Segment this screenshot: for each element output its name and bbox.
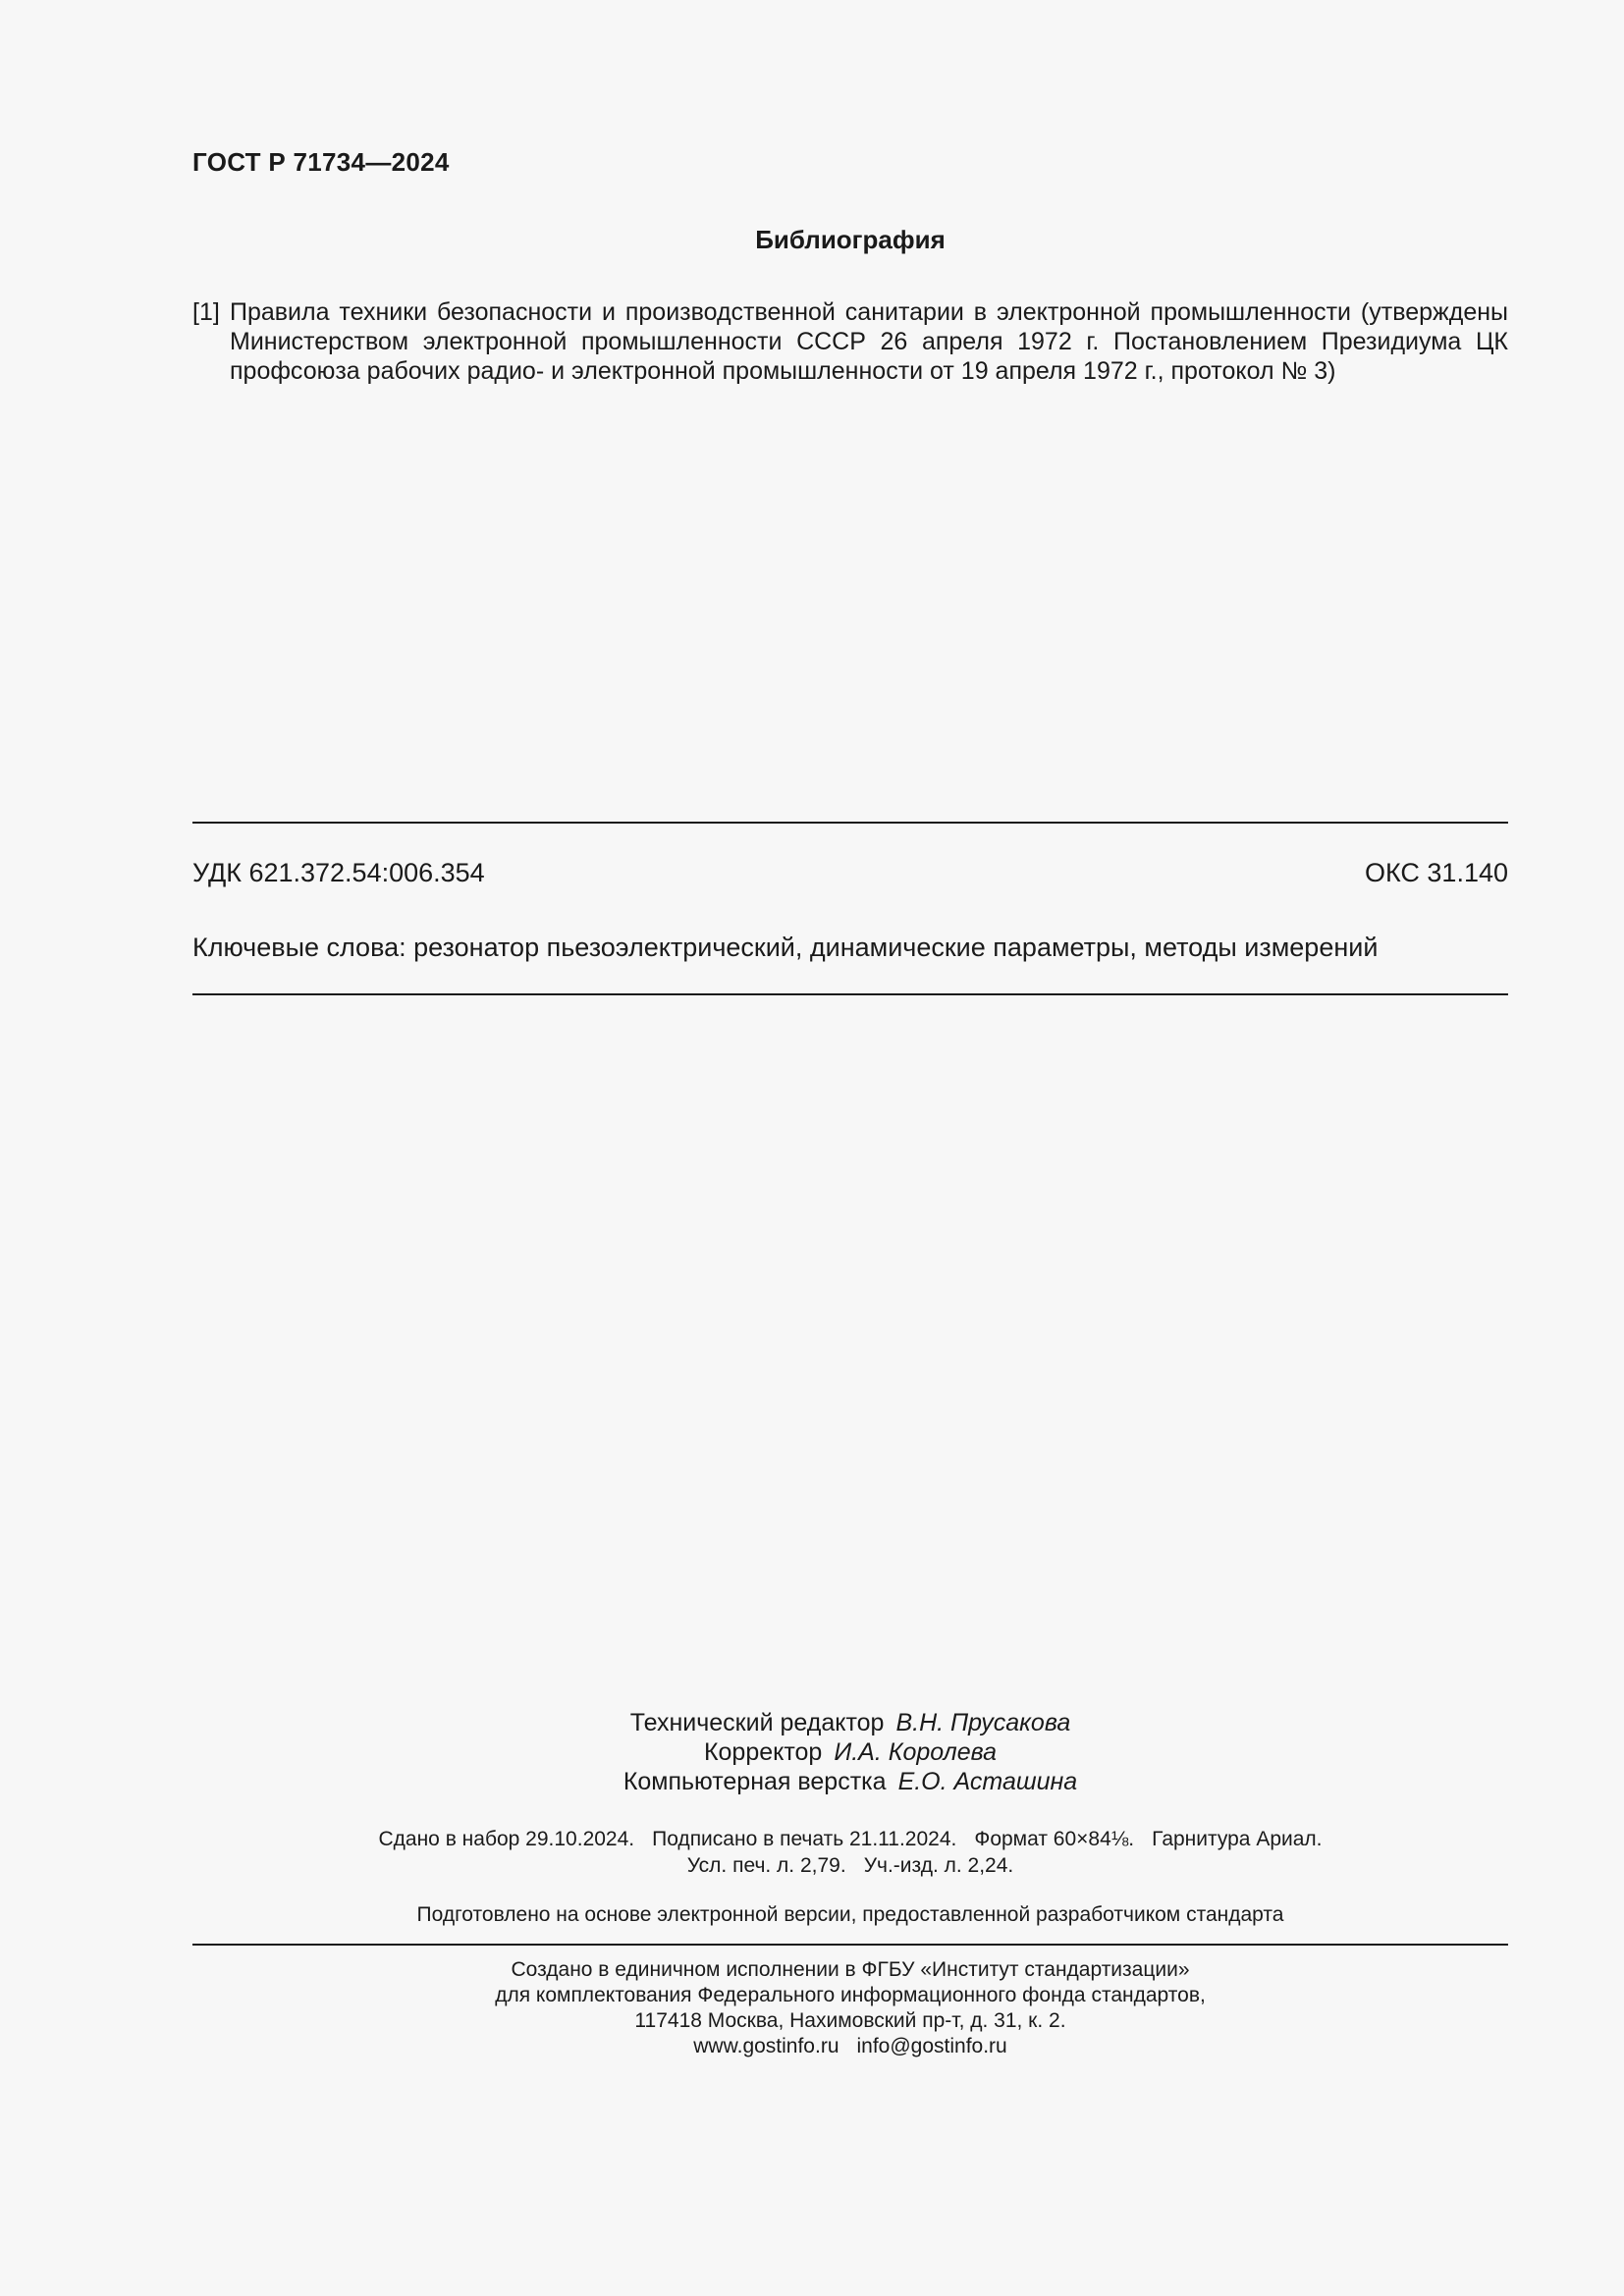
format: Формат 60×84⅛. <box>974 1828 1135 1850</box>
publisher-contacts <box>192 2034 1508 2059</box>
bibliography-title: Библиография <box>755 225 946 254</box>
bibliography-entry <box>192 297 1508 386</box>
oks-code: ОКС 31.140 <box>1364 858 1508 887</box>
credit-name: И.А. Королева <box>834 1738 998 1766</box>
credit-name: Е.О. Асташина <box>897 1768 1078 1795</box>
prepared-note: Подготовлено на основе электронной версии, предоставленной разработчиком стандарта <box>416 1903 1284 1926</box>
print-info <box>192 1826 1508 1879</box>
credits-block <box>192 1708 1508 1796</box>
bibliography-entry-text: Правила техники безопасности и производственной санитарии в электронной промышленности (утверждены Министерством электронной промышленности СССР 26 апреля 1972 г. Постановлением Президиума ЦК профсоюза рабочих радио- и электронной промышленности от 19 апреля 1972 г., протокол № 3) <box>230 298 1508 385</box>
print-info-line-2 <box>192 1852 1508 1879</box>
publisher-sheets: Уч.-изд. л. 2,24. <box>863 1854 1014 1877</box>
divider-bottom <box>192 1944 1508 1946</box>
publisher-line-2: для комплектования Федерального информационного фонда стандартов, <box>495 1984 1206 2006</box>
website-link[interactable]: www.gostinfo.ru <box>693 2035 839 2057</box>
credit-line-tech-editor <box>192 1708 1508 1737</box>
divider-top <box>192 822 1508 824</box>
print-info-line-1 <box>192 1826 1508 1852</box>
publisher-address: 117418 Москва, Нахимовский пр-т, д. 31, к. 2. <box>634 2009 1066 2032</box>
publisher-line-1: Создано в единичном исполнении в ФГБУ «Институт стандартизации» <box>511 1958 1190 1981</box>
email-link[interactable]: info@gostinfo.ru <box>856 2035 1007 2057</box>
bibliography-entry-number: [1] <box>192 298 220 326</box>
typeset-date: Сдано в набор 29.10.2024. <box>378 1828 635 1850</box>
document-code: ГОСТ Р 71734—2024 <box>192 147 450 177</box>
udk-code: УДК 621.372.54:006.354 <box>192 858 485 887</box>
publisher-info <box>192 1957 1508 2059</box>
signed-date: Подписано в печать 21.11.2024. <box>652 1828 957 1850</box>
credit-role: Компьютерная верстка <box>623 1768 887 1795</box>
credit-line-layout <box>192 1767 1508 1796</box>
divider-keywords <box>192 993 1508 995</box>
print-sheets: Усл. печ. л. 2,79. <box>686 1854 846 1877</box>
keywords: Ключевые слова: резонатор пьезоэлектрический, динамические параметры, методы измерений <box>192 933 1379 962</box>
credit-role: Технический редактор <box>629 1709 885 1736</box>
typeface: Гарнитура Ариал. <box>1152 1828 1323 1850</box>
credit-line-corrector <box>192 1737 1508 1767</box>
credit-role: Корректор <box>703 1738 823 1766</box>
classification-row <box>192 858 1508 888</box>
credit-name: В.Н. Прусакова <box>895 1709 1071 1736</box>
